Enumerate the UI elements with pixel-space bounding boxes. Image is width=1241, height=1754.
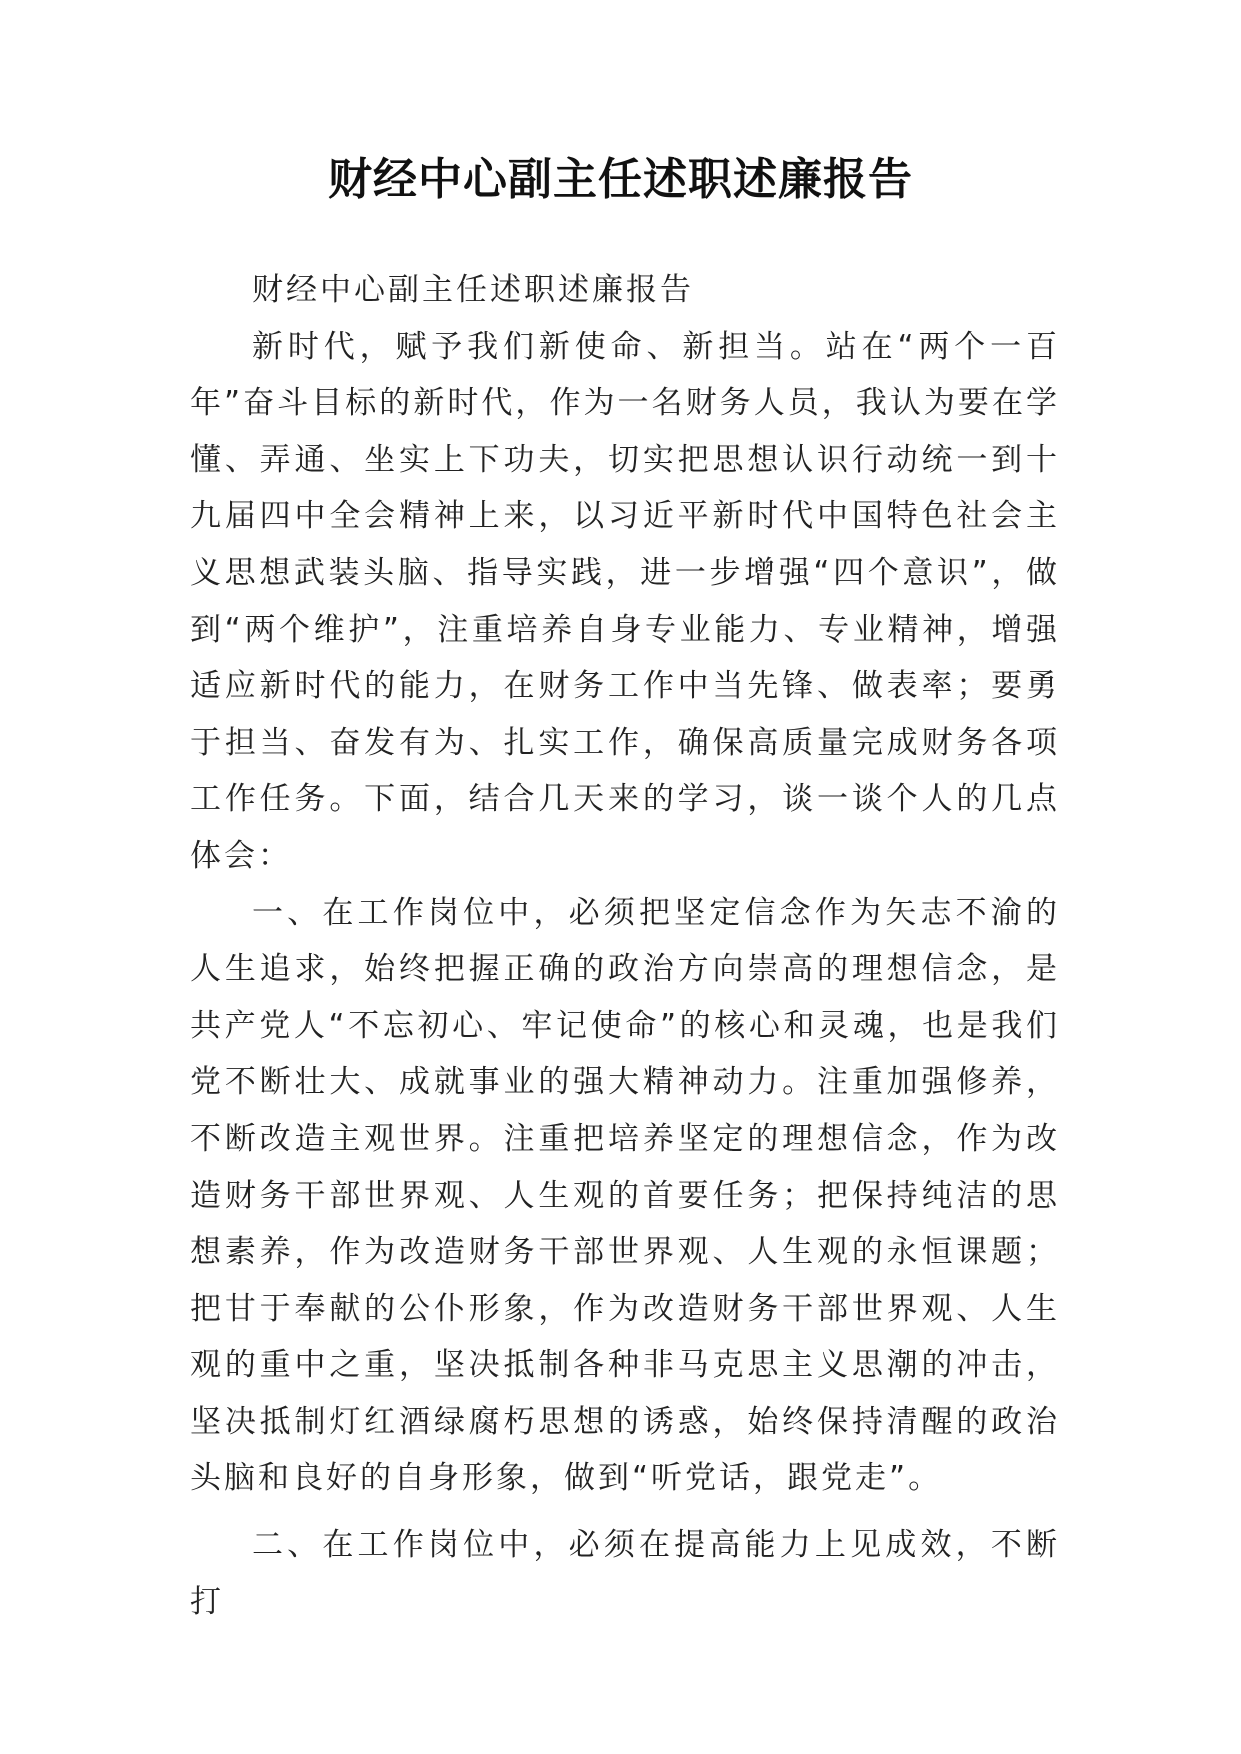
paragraph-section-one: 一、在工作岗位中，必须把坚定信念作为矢志不渝的人生追求，始终把握正确的政治方向崇高的理想信念，是共产党人“不忘初心、牢记使命”的核心和灵魂，也是我们党不断壮大、成就事业的强大精神动力。注重加强修养，不断改造主观世界。注重把培养坚定的理想信念，作为改造财务干部世界观、人生观的首要任务；把保持纯洁的思想素养，作为改造财务干部世界观、人生观的永恒课题；把甘于奉献的公仆形象，作为改造财务干部世界观、人生观的重中之重，坚决抵制各种非马克思主义思潮的冲击，坚决抵制灯红酒绿腐朽思想的诱惑，始终保持清醒的政治头脑和良好的自身形象，做到“听党话，跟党走”。 [190,894,1060,1497]
document-title: 财经中心副主任述职述廉报告 [328,154,913,205]
paragraph-section-two: 二、在工作岗位中，必须在提高能力上见成效，不断打 [190,1527,1060,1620]
paragraph-intro: 新时代，赋予我们新使命、新担当。站在“两个一百年”奋斗目标的新时代，作为一名财务人员，我认为要在学懂、弄通、坐实上下功夫，切实把思想认识行动统一到十九届四中全会精神上来，以习近平新时代中国特色社会主义思想武装头脑、指导实践，进一步增强“四个意识”，做到“两个维护”，注重培养自身专业能力、专业精神，增强适应新时代的能力，在财务工作中当先锋、做表率；要勇于担当、奋发有为、扎实工作，确保高质量完成财务各项工作任务。下面，结合几天来的学习，谈一谈个人的几点体会： [190,328,1060,874]
document-body [190,262,1060,1630]
paragraph-heading-repeat: 财经中心副主任述职述廉报告 [252,272,694,308]
